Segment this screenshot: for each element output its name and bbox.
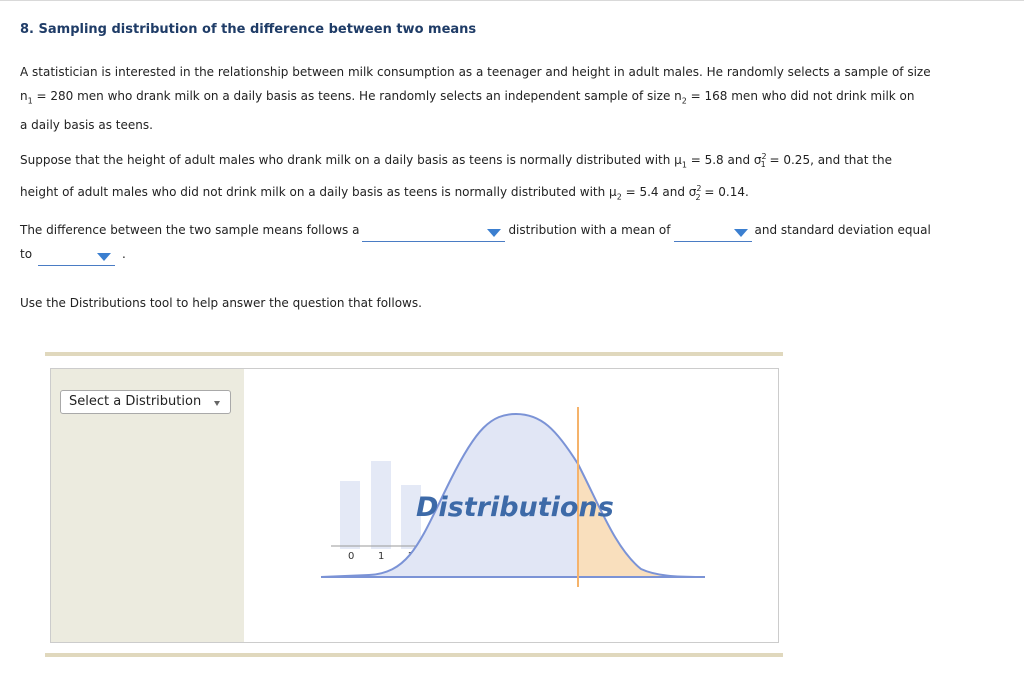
- distribution-type-dropdown[interactable]: [362, 223, 505, 242]
- histogram-bar-1: [371, 461, 391, 549]
- para3-text-c: and standard deviation equal: [754, 223, 931, 237]
- para3-text-e: .: [122, 247, 126, 261]
- histogram-bar-0: [340, 481, 360, 549]
- distributions-tool: [50, 368, 779, 643]
- question-paragraph-4: Use the Distributions tool to help answer the question that follows.: [20, 296, 422, 310]
- chevron-down-icon: [734, 229, 748, 237]
- select-distribution-label: Select a Distribution: [69, 394, 202, 409]
- chevron-down-icon: [487, 229, 501, 237]
- para3-text-d: to: [20, 247, 33, 261]
- para1-line3: a daily basis as teens.: [20, 118, 153, 133]
- tool-top-bar: [45, 352, 783, 356]
- top-divider: [0, 0, 1024, 1]
- tool-bottom-bar: [45, 653, 783, 657]
- question-paragraph-1: [20, 60, 931, 137]
- axis-tick-0: 0: [348, 551, 355, 562]
- distributions-logo: [51, 369, 778, 642]
- mean-dropdown[interactable]: [674, 223, 752, 242]
- logo-text: Distributions: [416, 492, 614, 523]
- question-paragraph-3: [20, 218, 931, 266]
- std-dev-dropdown[interactable]: [38, 247, 115, 266]
- para1-line2: $n_1 = 280$ men who drank milk on a daily basis as teens. He randomly selects an independent sample of size $n_2 = 168$ men who did not drink milk on: [20, 89, 915, 106]
- para3-text-a: The difference between the two sample means follows a: [20, 223, 360, 237]
- para1-line1: A statistician is interested in the relationship between milk consumption as a teenager and height in adult males. He randomly selects a sample of size: [20, 65, 931, 79]
- chevron-down-icon: [97, 253, 111, 261]
- para2-line2: height of adult males who did not drink milk on a daily basis as teens is normally distributed with $\mu_2 = 5.4$ and $\sigma^2_2 = 0.14$.: [20, 184, 749, 202]
- question-title: 8. Sampling distribution of the difference between two means: [20, 22, 477, 37]
- para2-line1: Suppose that the height of adult males who drank milk on a daily basis as teens is normally distributed with $\mu_1 = 5.8$ and $\sigma^2_1 = 0.25$, and that the: [20, 152, 892, 170]
- axis-tick-1: 1: [378, 551, 385, 562]
- para3-text-b: distribution with a mean of: [508, 223, 671, 237]
- question-paragraph-2: [20, 145, 892, 210]
